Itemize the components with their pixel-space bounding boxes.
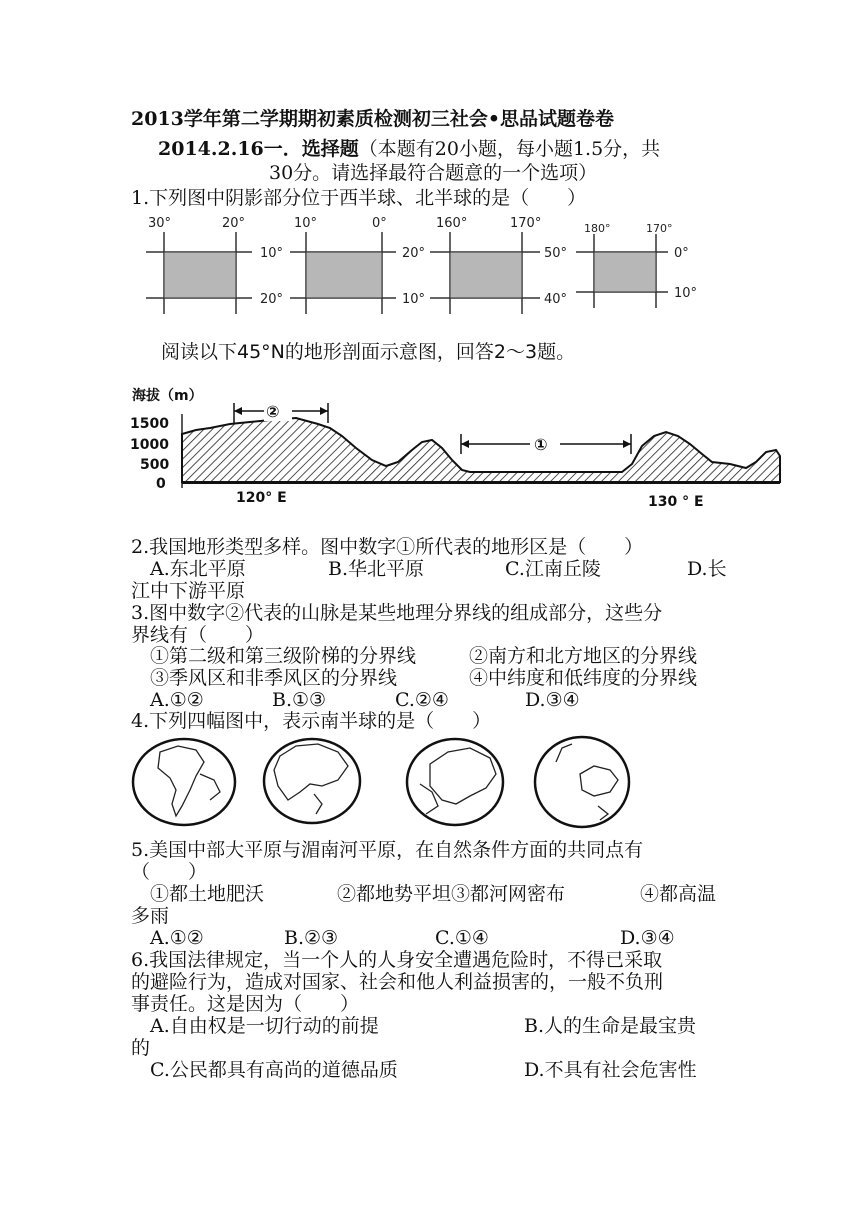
section-note: （本题有20小题，每小题1.5分，共 xyxy=(358,138,661,160)
q5-opt-b: B.②③ xyxy=(284,927,339,949)
date-section: 2014.2.16一．选择题 xyxy=(158,138,359,160)
m2-rt: 20° xyxy=(402,246,426,261)
m4-rb: 10° xyxy=(674,286,698,301)
profile-ylabel: 海拔（m） xyxy=(132,388,203,404)
q3-item-4: ④中纬度和低纬度的分界线 xyxy=(469,667,698,689)
m2-rb: 10° xyxy=(402,292,426,307)
ytick-1000: 1000 xyxy=(130,437,169,453)
q6-stem-c: 事责任。这是因为（ ） xyxy=(131,993,360,1015)
q2-opt-a: A.东北平原 xyxy=(150,558,246,580)
q1-maps xyxy=(0,210,860,330)
m1-rb: 20° xyxy=(260,292,284,307)
m2-tl: 10° xyxy=(294,216,318,231)
q6-stem-b: 的避险行为，造成对国家、社会和他人利益损害的，一般不负刑 xyxy=(131,971,664,993)
q2-opt-d: D.长 xyxy=(687,558,727,580)
q5-opt-a: A.①② xyxy=(150,927,204,949)
q3-item-2: ②南方和北方地区的分界线 xyxy=(469,645,698,667)
q5-item-4: ④都高温 xyxy=(640,883,717,905)
q3-stem-b: 界线有（ ） xyxy=(131,624,265,646)
q5-stem-a: 5.美国中部大平原与湄南河平原，在自然条件方面的共同点有 xyxy=(131,839,644,861)
globe-2 xyxy=(264,739,360,823)
q6-opt-a: A.自由权是一切行动的前提 xyxy=(150,1015,379,1037)
q2-wrap: 江中下游平原 xyxy=(131,580,246,602)
q6-opt-d: D.不具有社会危害性 xyxy=(524,1059,697,1081)
m3-rb: 40° xyxy=(544,292,568,307)
q1-map-4 xyxy=(576,222,697,308)
ytick-0: 0 xyxy=(156,476,166,492)
q4-stem: 4.下列四幅图中，表示南半球的是（ ） xyxy=(131,710,492,732)
q6-opt-b-wrap: 的 xyxy=(131,1037,151,1059)
marker-2: ② xyxy=(266,402,280,421)
xtick-130e: 130 ° E xyxy=(648,494,704,510)
m3-tl: 160° xyxy=(436,216,468,231)
section-header xyxy=(158,138,660,160)
q3-opt-b: B.①③ xyxy=(272,689,327,711)
q1-map-3 xyxy=(430,216,567,314)
q1-stem: 1.下列图中阴影部分位于西半球、北半球的是（ ） xyxy=(131,187,587,209)
globe-1 xyxy=(133,739,235,825)
q6-opt-c: C.公民都具有高尚的道德品质 xyxy=(150,1059,398,1081)
m3-rt: 50° xyxy=(544,246,568,261)
q1-map-1 xyxy=(146,216,283,314)
terrain-profile xyxy=(0,378,860,518)
section-note-line2: 30分。请选择最符合题意的一个选项） xyxy=(269,162,598,184)
m4-tr: 170° xyxy=(646,222,673,235)
exam-title: 2013学年第二学期期初素质检测初三社会•思品试题卷卷 xyxy=(131,108,615,130)
globe-3 xyxy=(407,739,503,825)
ytick-1500: 1500 xyxy=(130,416,169,432)
xtick-120e: 120° E xyxy=(236,490,287,506)
m1-tr: 20° xyxy=(222,216,246,231)
q3-opt-a: A.①② xyxy=(150,689,204,711)
q6-stem-a: 6.我国法律规定，当一个人的人身安全遭遇危险时，不得已采取 xyxy=(131,949,663,971)
q3-stem-a: 3.图中数字②代表的山脉是某些地理分界线的组成部分，这些分 xyxy=(131,602,663,624)
m1-tl: 30° xyxy=(148,216,172,231)
ytick-500: 500 xyxy=(140,457,170,473)
globe-4 xyxy=(535,737,629,827)
q4-globes xyxy=(0,734,860,834)
q5-opt-c: C.①④ xyxy=(435,927,489,949)
q5-opt-d: D.③④ xyxy=(620,927,675,949)
marker-1: ① xyxy=(534,435,548,454)
q2-stem: 2.我国地形类型多样。图中数字①所代表的地形区是（ ） xyxy=(131,536,644,558)
m1-rt: 10° xyxy=(260,246,284,261)
q5-wrap: 多雨 xyxy=(131,905,170,927)
q3-item-1: ①第二级和第三级阶梯的分界线 xyxy=(150,645,417,667)
m2-tr: 0° xyxy=(372,216,387,231)
reading-intro: 阅读以下45°N的地形剖面示意图，回答2～3题。 xyxy=(161,341,576,363)
q1-map-2 xyxy=(290,216,425,314)
q2-opt-b: B.华北平原 xyxy=(328,558,425,580)
q5-item-2: ②都地势平坦③都河网密布 xyxy=(337,883,566,905)
q5-stem-b: （ ） xyxy=(131,861,208,883)
m4-tl: 180° xyxy=(584,222,611,235)
q3-item-3: ③季风区和非季风区的分界线 xyxy=(150,667,398,689)
q3-opt-c: C.②④ xyxy=(395,689,449,711)
q2-opt-c: C.江南丘陵 xyxy=(505,558,601,580)
q6-opt-b: B.人的生命是最宝贵 xyxy=(524,1015,697,1037)
m4-rt: 0° xyxy=(674,246,689,261)
terrain-shape xyxy=(182,418,780,482)
q5-item-1: ①都土地肥沃 xyxy=(150,883,265,905)
m3-tr: 170° xyxy=(510,216,542,231)
q3-opt-d: D.③④ xyxy=(525,689,580,711)
